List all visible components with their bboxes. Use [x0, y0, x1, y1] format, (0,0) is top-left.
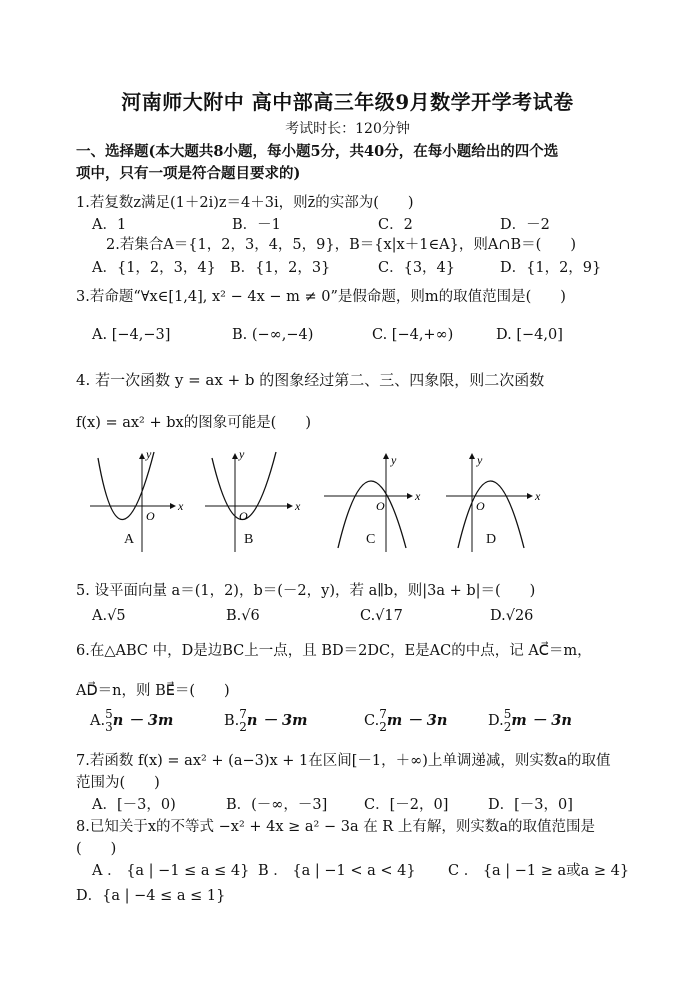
question-6-option-c: C. 7 2 m － 3n [364, 707, 448, 734]
graph-a-x-label: x [178, 499, 184, 513]
question-8-option-a: A ． {a | −1 ≤ a ≤ 4} [92, 863, 250, 879]
question-8-option-c: C ． {a | −1 ≥ a或a ≥ 4} [448, 863, 630, 879]
question-5-option-c: C.√17 [360, 608, 403, 624]
page-title: 河南师大附中 高中部高三年级9月数学开学考试卷 [121, 90, 574, 114]
question-2-stem: 2.若集合A＝{1，2，3，4，5，9}，B＝{x|x＋1∈A}，则A∩B＝( ) [106, 237, 576, 253]
graph-c-caption: C [366, 532, 376, 547]
section-heading-line2: 项中，只有一项是符合题目要求的) [76, 165, 301, 182]
question-1-option-b: B．－1 [232, 217, 281, 233]
question-4-graphs [80, 444, 550, 554]
graph-d-y-label: y [477, 453, 483, 467]
question-6-stem-line1: 6.在△ABC 中，D是边BC上一点，且 BD＝2DC，E是AC的中点，记 AC⃗＝m， [76, 643, 592, 659]
graph-b-caption: B [244, 532, 254, 547]
question-3-option-d: D. [−4,0] [496, 327, 563, 343]
question-1-stem: 1.若复数z满足(1＋2i)z＝4＋3i，则z̄的实部为( ) [76, 195, 414, 211]
graph-a [90, 447, 184, 552]
question-7-option-d: D．[－3，0] [488, 797, 573, 813]
question-2-option-b: B．{1，2，3} [230, 260, 331, 276]
question-6-option-d: D. 5 2 m － 3n [488, 707, 572, 734]
question-7-option-a: A．[－3，0) [92, 797, 176, 813]
graph-d-caption: D [486, 532, 497, 547]
graph-c-x-label: x [415, 489, 421, 503]
graph-a-origin: O [146, 509, 155, 523]
question-1-option-d: D．－2 [500, 217, 550, 233]
question-6-option-a: A. 5 3 n － 3m [90, 707, 174, 734]
question-5-option-a: A.√5 [92, 608, 126, 624]
question-5-option-b: B.√6 [226, 608, 260, 624]
question-1-option-a: A．1 [92, 217, 127, 233]
question-8-option-b: B ． {a | −1 < a < 4} [258, 863, 416, 879]
graph-c-y-label: y [391, 453, 397, 467]
question-3-option-b: B. (−∞,−4) [232, 327, 314, 343]
graph-c-origin: O [376, 499, 385, 513]
question-5-stem: 5. 设平面向量 a＝(1，2)，b＝(－2，y)，若 a∥b，则|3a + b|＝( ) [76, 583, 536, 599]
question-8-stem-line1: 8.已知关于x的不等式 −x² + 4x ≥ a² − 3a 在 R 上有解，则实数a的取值范围是 [76, 819, 595, 835]
question-2-option-a: A．{1，2，3，4} [92, 260, 216, 276]
question-4-stem-line2: f(x) = ax² + bx的图象可能是( ) [76, 415, 312, 431]
question-7-stem-line2: 范围为( ) [76, 775, 160, 791]
question-5-option-d: D.√26 [490, 608, 534, 624]
question-4-stem-line1: 4. 若一次函数 y = ax + b 的图象经过第二、三、四象限，则二次函数 [76, 371, 545, 389]
question-6-option-b: B. 7 2 n － 3m [224, 707, 308, 734]
question-3-stem: 3.若命题“∀x∈[1,4], x² − 4x − m ≠ 0”是假命题，则m的取值范围是( ) [76, 289, 566, 305]
graph-d-x-label: x [535, 489, 541, 503]
question-2-option-c: C．{3，4} [378, 260, 455, 276]
question-7-stem-line1: 7.若函数 f(x) = ax² + (a−3)x + 1在区间[－1，＋∞)上单调递减，则实数a的取值 [76, 753, 611, 769]
question-8-stem-line2: ( ) [76, 841, 117, 857]
question-7-option-b: B．(－∞，－3] [226, 797, 328, 813]
graph-b-y-label: y [239, 447, 245, 461]
question-3-option-a: A. [−4,−3] [92, 327, 171, 343]
graph-b-x-label: x [295, 499, 301, 513]
exam-duration: 考试时长：120分钟 [285, 121, 410, 137]
question-7-option-c: C．[－2，0] [364, 797, 449, 813]
graph-d-origin: O [476, 499, 485, 513]
question-8-option-d: D．{a | −4 ≤ a ≤ 1} [76, 888, 226, 904]
graph-a-caption: A [124, 532, 135, 547]
graph-b-origin: O [239, 509, 248, 523]
graph-a-y-label: y [146, 447, 152, 461]
question-6-stem-line2: AD⃗＝n，则 BE⃗＝( ) [76, 683, 230, 699]
section-heading-line1: 一、选择题(本大题共8小题，每小题5分，共40分，在每小题给出的四个选 [76, 143, 559, 160]
question-1-option-c: C．2 [378, 217, 413, 233]
question-3-option-c: C. [−4,+∞) [372, 327, 454, 343]
question-2-option-d: D．{1，2，9} [500, 260, 602, 276]
